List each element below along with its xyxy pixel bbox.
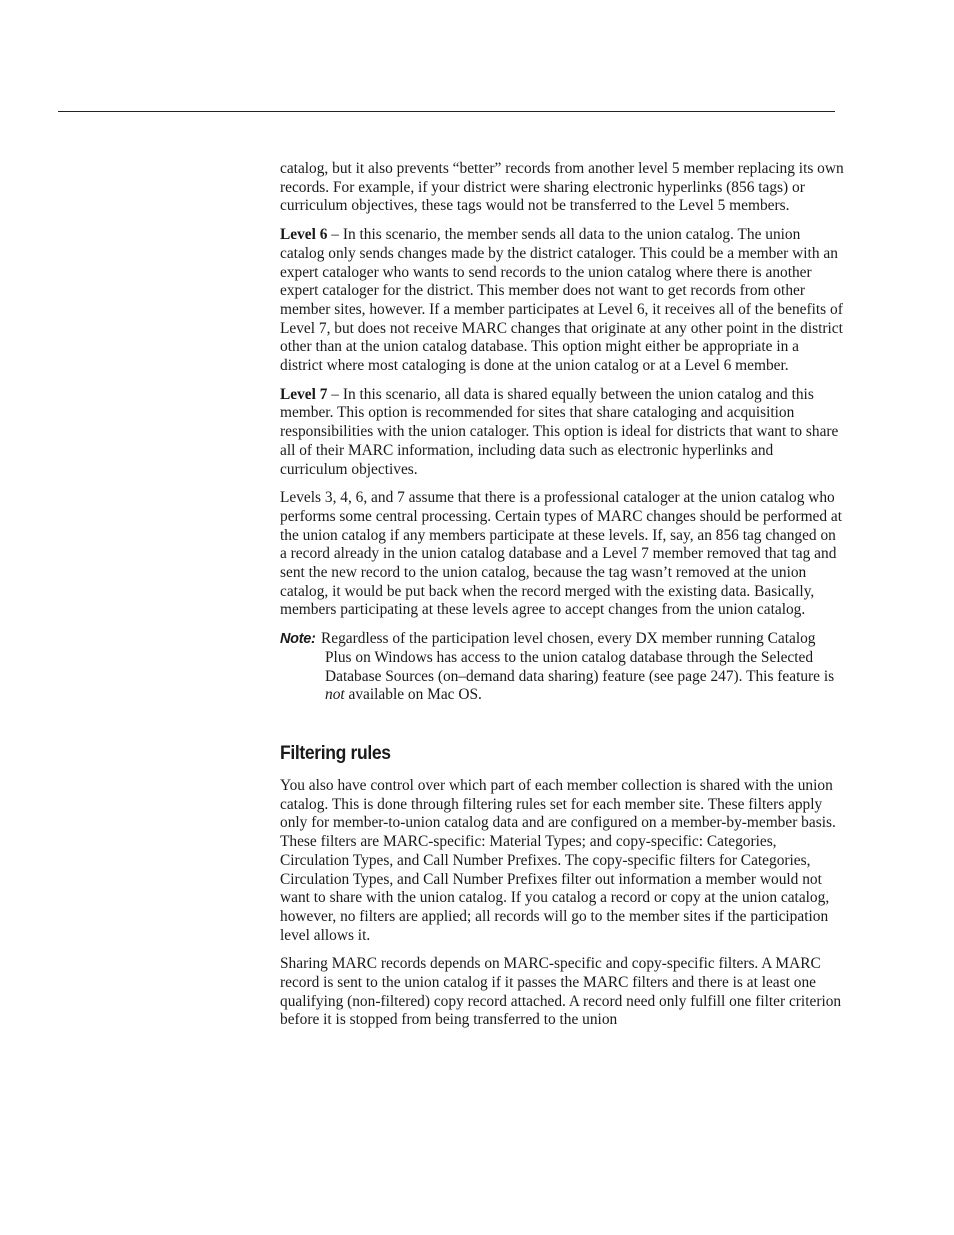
- section-heading-filtering-rules: Filtering rules: [280, 741, 391, 764]
- note-text-before: Regardless of the participation level chosen, every DX member running Catalog Plus on Windows has access to the union catalog database through the Selected Database Sources (on–demand data sharing) feature (see page 247). This feature is: [321, 630, 835, 685]
- paragraph-level5-continued: catalog, but it also prevents “better” records from another level 5 member replacing its own records. For example, if your district were sharing electronic hyperlinks (856 tags) or curriculum objectives, these tags would not be transferred to the Level 5 members.: [280, 160, 844, 215]
- level6-text: – In this scenario, the member sends all data to the union catalog. The union catalog only sends changes made by the district cataloger. This could be a member with an expert cataloger who wants to send records to the union catalog where there is another expert cataloger for the district. This member does not want to get records from other member sites, however. If a member participates at Level 6, it receives all of the benefits of Level 7, but does not receive MARC changes that originate at any other point in the district other than at the union catalog database. This option might either be appropriate in a district where most cataloging is done at the union catalog or at a Level 6 member.: [280, 226, 843, 375]
- level7-term: Level 7: [280, 385, 328, 403]
- paragraph-filtering-2: Sharing MARC records depends on MARC-specific and copy-specific filters. A MARC record is sent to the union catalog if it passes the MARC filters and there is at least one qualifying (non-filtered) copy record attached. A record need only fulfill one filter criterion before it is stopped from being transferred to the union: [280, 955, 842, 1029]
- level7-text: – In this scenario, all data is shared equally between the union catalog and this member. This option is recommended for sites that share cataloging and acquisition responsibilities with the union cataloger. This option is ideal for districts that want to share all of their MARC information, including data such as electronic hyperlinks and curriculum objectives.: [280, 385, 839, 478]
- level6-term: Level 6: [280, 226, 328, 244]
- header-rule: [58, 111, 835, 112]
- paragraph-level7: [280, 386, 844, 480]
- paragraph-level6: [280, 226, 844, 376]
- note-text-after: available on Mac OS.: [344, 686, 482, 704]
- paragraph-levels-assumption: Levels 3, 4, 6, and 7 assume that there is a professional cataloger at the union catalog who performs some central processing. Certain types of MARC changes should be performed at the union catalog if any members participate at these levels. If, say, an 856 tag changed on a record already in the union catalog database and a Level 7 member removed that tag and sent the new record to the union catalog, because the tag wasn’t removed at the union catalog, it would be put back when the record merged with the existing data. Basically, members participating at these levels agree to accept changes from the union catalog.: [280, 489, 843, 619]
- note-emphasis: not: [325, 686, 345, 704]
- note-block: [280, 630, 844, 705]
- page-body: [280, 160, 844, 1040]
- note-label: Note:: [280, 631, 316, 648]
- paragraph-filtering-1: You also have control over which part of each member collection is shared with the union catalog. This is done through filtering rules set for each member site. These filters apply only for member-to-union catalog data and are configured on a member-by-member basis. These filters are MARC-specific: Material Types; and copy-specific: Categories, Circulation Types, and Call Number Prefixes. The copy-specific filters for Categories, Circulation Types, and Call Number Prefixes filter out information a member would not want to share with the union catalog. If you catalog a record or copy at the union catalog, however, no filters are applied; all records will go to the member sites if the participation level allows it.: [280, 776, 836, 944]
